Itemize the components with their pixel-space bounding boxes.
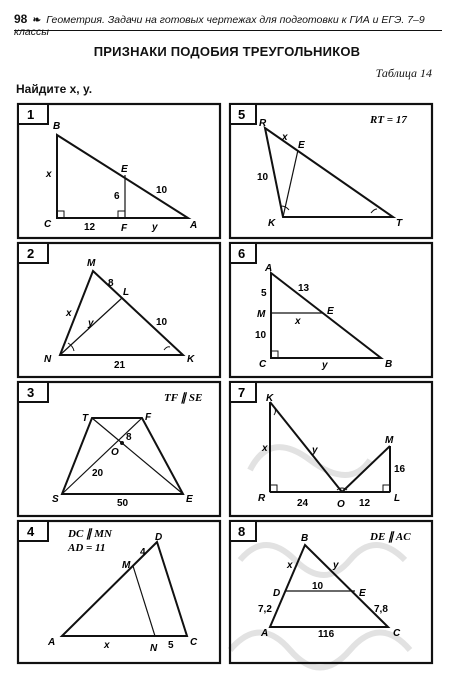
p7-label-L: L <box>394 493 401 504</box>
p5-label-x: x <box>282 132 288 143</box>
p8-label-C: C <box>393 628 401 639</box>
p1-value-10: 10 <box>156 185 168 196</box>
panel-8-number: 8 <box>238 524 246 539</box>
p4-note-1: DC ∥ MN <box>68 528 113 540</box>
p4-label-D: D <box>155 532 163 543</box>
panel-5 <box>230 104 432 238</box>
p8-value-78: 7,8 <box>374 604 388 615</box>
panel-7-number: 7 <box>238 385 246 400</box>
p7-value-16: 16 <box>394 464 406 475</box>
p4-label-M: M <box>122 560 131 571</box>
p4-value-4: 4 <box>140 547 146 558</box>
p4-label-A: A <box>48 637 56 648</box>
panel-3 <box>18 382 220 516</box>
panel-4 <box>18 521 220 663</box>
p3-value-50: 50 <box>117 498 129 509</box>
p7-label-y: y <box>312 445 318 456</box>
panel-4-number: 4 <box>27 524 35 539</box>
p6-label-A: A <box>265 263 273 274</box>
p2-label-x: x <box>66 308 72 319</box>
p8-value-72: 7,2 <box>258 604 272 615</box>
p8-label-B: B <box>301 533 309 544</box>
p1-label-B: B <box>53 121 61 132</box>
p7-label-M: M <box>385 435 394 446</box>
panel-2 <box>18 243 220 377</box>
panel-1 <box>18 104 220 238</box>
p3-value-8: 8 <box>126 432 132 443</box>
p6-value-13: 13 <box>298 283 310 294</box>
p7-label-x: x <box>262 443 268 454</box>
p6-label-M: M <box>257 309 266 320</box>
p3-label-E: E <box>186 494 193 505</box>
p3-value-20: 20 <box>92 468 104 479</box>
p7-label-K: K <box>266 393 274 404</box>
p8-note: DE ∥ AC <box>370 531 411 543</box>
p8-label-A: A <box>261 628 269 639</box>
p6-label-E: E <box>327 306 334 317</box>
p6-label-C: C <box>259 359 267 370</box>
p8-value-10: 10 <box>312 581 324 592</box>
p5-label-E: E <box>298 140 305 151</box>
p8-value-116: 116 <box>318 629 335 640</box>
p8-label-x: x <box>287 560 293 571</box>
p7-value-12: 12 <box>359 498 371 509</box>
p2-value-21: 21 <box>114 360 126 371</box>
p5-value-10: 10 <box>257 172 269 183</box>
panel-5-number: 5 <box>238 107 246 122</box>
p5-label-K: K <box>268 218 276 229</box>
p5-label-R: R <box>259 118 267 129</box>
panel-3-number: 3 <box>27 385 35 400</box>
p4-value-5: 5 <box>168 640 174 651</box>
panel-6-number: 6 <box>238 246 246 261</box>
p3-label-T: T <box>82 413 89 424</box>
p1-value-6: 6 <box>114 191 120 202</box>
p4-label-N: N <box>150 643 158 654</box>
p8-label-D: D <box>273 588 281 599</box>
p2-label-N: N <box>44 354 52 365</box>
panel-1-number: 1 <box>27 107 35 122</box>
p3-label-O: O <box>111 447 119 458</box>
p4-note-2: AD = 11 <box>68 542 106 554</box>
p6-label-x: x <box>295 316 301 327</box>
p6-label-y: y <box>322 360 328 371</box>
p1-label-x: x <box>46 169 52 180</box>
p3-label-F: F <box>145 412 152 423</box>
p4-label-C: C <box>190 637 198 648</box>
p4-label-x: x <box>104 640 110 651</box>
task-text: Найдите x, y. <box>16 82 93 96</box>
p7-label-O: O <box>337 499 345 510</box>
panel-7 <box>230 382 432 516</box>
p3-label-S: S <box>52 494 59 505</box>
p7-value-24: 24 <box>297 498 309 509</box>
p6-value-10: 10 <box>255 330 267 341</box>
p2-value-8: 8 <box>108 278 114 289</box>
p2-label-M: M <box>87 258 96 269</box>
p2-value-10: 10 <box>156 317 168 328</box>
p7-label-R: R <box>258 493 266 504</box>
p8-label-y: y <box>333 560 339 571</box>
p1-label-y: y <box>152 222 158 233</box>
p8-label-E: E <box>359 588 366 599</box>
p1-label-F: F <box>121 223 128 234</box>
p1-value-12: 12 <box>84 222 96 233</box>
p6-value-5: 5 <box>261 288 267 299</box>
page-title: ПРИЗНАКИ ПОДОБИЯ ТРЕУГОЛЬНИКОВ <box>93 44 361 59</box>
book-title: Геометрия. Задачи на готовых чертежах для подготовки к ГИА и ЕГЭ. 7–9 классы <box>14 14 425 38</box>
p5-note: RT = 17 <box>370 114 407 126</box>
p1-label-C: C <box>44 219 52 230</box>
p2-label-y: y <box>88 318 94 329</box>
p5-label-T: T <box>396 218 403 229</box>
p2-label-K: K <box>187 354 195 365</box>
p2-label-L: L <box>123 287 130 298</box>
panel-2-number: 2 <box>27 246 35 261</box>
p6-label-B: B <box>385 359 393 370</box>
page-number: 98 <box>14 12 28 26</box>
p1-label-E: E <box>121 164 128 175</box>
p1-label-A: A <box>190 220 198 231</box>
panel-6 <box>230 243 432 377</box>
table-label: Таблица 14 <box>375 66 432 80</box>
header-separator-icon: ❧ <box>30 15 44 26</box>
p3-note: TF ∥ SE <box>164 392 203 404</box>
